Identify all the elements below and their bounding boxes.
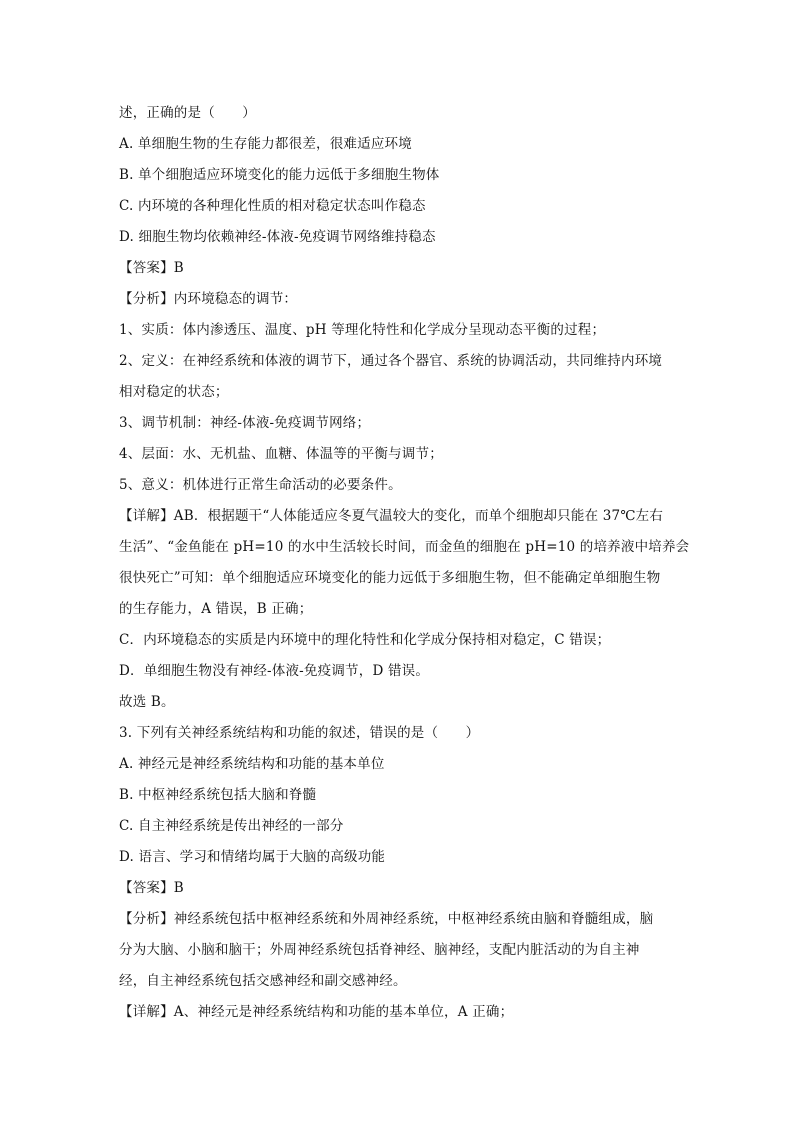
question-stem-continuation: 述，正确的是（ ） bbox=[119, 105, 256, 121]
explanation-c: C．内环境稳态的实质是内环境中的理化特性和化学成分保持相对稳定，C 错误； bbox=[119, 632, 611, 648]
explanation-line-3: 很快死亡”可知：单个细胞适应环境变化的能力远低于多细胞生物，但不能确定单细胞生物 bbox=[119, 570, 661, 586]
q3-option-d: D. 语言、学习和情绪均属于大脑的高级功能 bbox=[119, 849, 386, 865]
question-3-stem: 3. 下列有关神经系统结构和功能的叙述，错误的是（ ） bbox=[119, 725, 480, 741]
analysis-point-2-cont: 相对稳定的状态； bbox=[119, 384, 229, 400]
analysis-point-5: 5、意义：机体进行正常生命活动的必要条件。 bbox=[119, 477, 402, 493]
option-d: D. 细胞生物均依赖神经-体液-免疫调节网络维持稳态 bbox=[119, 229, 436, 245]
q3-explanation-a: 【详解】A、神经元是神经系统结构和功能的基本单位，A 正确； bbox=[119, 1004, 514, 1020]
option-a: A. 单细胞生物的生存能力都很差，很难适应环境 bbox=[119, 136, 412, 152]
explanation-d: D．单细胞生物没有神经-体液-免疫调节，D 错误。 bbox=[119, 663, 430, 679]
analysis-point-2: 2、定义：在神经系统和体液的调节下，通过各个器官、系统的协调活动，共同维持内环境 bbox=[119, 353, 663, 369]
option-b: B. 单个细胞适应环境变化的能力远低于多细胞生物体 bbox=[119, 167, 440, 183]
choice-statement: 故选 B。 bbox=[119, 694, 175, 710]
explanation-line-2: 生活”、“金鱼能在 pH=10 的水中生活较长时间，而金鱼的细胞在 pH=10 的培养液中培养会 bbox=[119, 539, 690, 555]
q3-option-b: B. 中枢神经系统包括大脑和脊髓 bbox=[119, 787, 317, 803]
q3-answer-line: 【答案】B bbox=[119, 880, 184, 896]
analysis-heading: 【分析】内环境稳态的调节： bbox=[119, 291, 298, 307]
option-c: C. 内环境的各种理化性质的相对稳定状态叫作稳态 bbox=[119, 198, 426, 214]
explanation-line-4: 的生存能力，A 错误，B 正确； bbox=[119, 601, 313, 617]
explanation-line-1: 【详解】AB．根据题干“人体能适应冬夏气温较大的变化，而单个细胞却只能在 37℃左右 bbox=[119, 508, 664, 524]
q3-analysis-line-3: 经，自主神经系统包括交感神经和副交感神经。 bbox=[119, 973, 407, 989]
q3-analysis-line-2: 分为大脑、小脑和脑干；外周神经系统包括脊神经、脑神经，支配内脏活动的为自主神 bbox=[119, 942, 640, 958]
answer-line: 【答案】B bbox=[119, 260, 184, 276]
analysis-point-3: 3、调节机制：神经-体液-免疫调节网络； bbox=[119, 415, 371, 431]
analysis-point-4: 4、层面：水、无机盐、血糖、体温等的平衡与调节； bbox=[119, 446, 443, 462]
q3-option-a: A. 神经元是神经系统结构和功能的基本单位 bbox=[119, 756, 385, 772]
analysis-point-1: 1、实质：体内渗透压、温度、pH 等理化特性和化学成分呈现动态平衡的过程； bbox=[119, 322, 606, 338]
q3-option-c: C. 自主神经系统是传出神经的一部分 bbox=[119, 818, 344, 834]
q3-analysis-line-1: 【分析】神经系统包括中枢神经系统和外周神经系统，中枢神经系统由脑和脊髓组成，脑 bbox=[119, 911, 654, 927]
